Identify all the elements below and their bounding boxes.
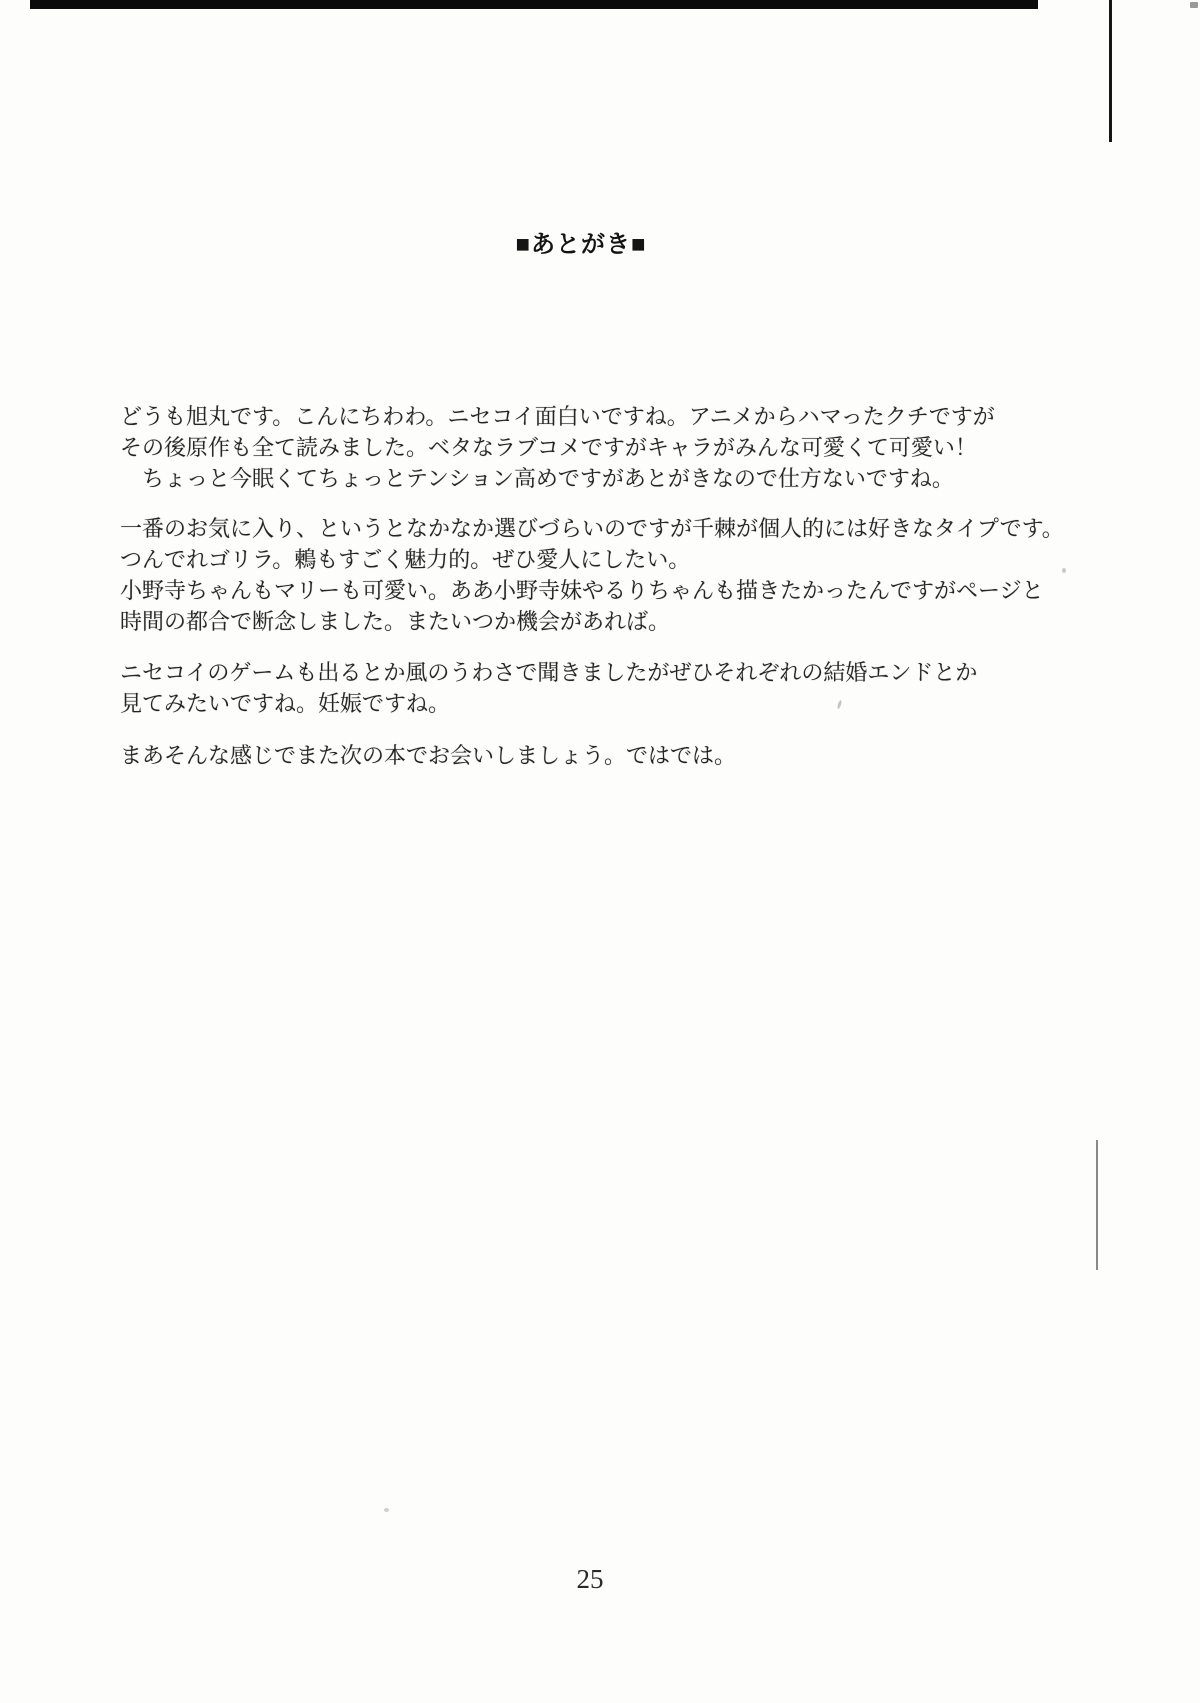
text-line: つんでれゴリラ。鶫もすごく魅力的。ぜひ愛人にしたい。 [120, 547, 691, 572]
text-line: ちょっと今眠くてちょっとテンション高めですがあとがきなので仕方ないですね。 [120, 466, 954, 491]
text-line: その後原作も全て読みました。ベタなラブコメですがキャラがみんな可愛くて可愛い！ [120, 435, 977, 460]
paragraph-favorites [120, 513, 1064, 637]
text-line: 小野寺ちゃんもマリーも可愛い。ああ小野寺妹やるりちゃんも描きたかったんですがページと [120, 578, 1044, 603]
paragraph-game-rumor [120, 657, 977, 719]
scan-artifact-vertical-line-right-margin [1096, 1140, 1098, 1270]
scan-artifact-top-bar [30, 0, 1038, 9]
page-number: 25 [576, 1564, 604, 1594]
afterword-title: ■あとがき■ [515, 232, 647, 258]
text-line: 時間の都合で断念しました。またいつか機会があれば。 [120, 609, 671, 634]
text-line: どうも旭丸です。こんにちわわ。ニセコイ面白いですね。アニメからハマったクチですが [120, 404, 995, 429]
paragraph-greeting [120, 401, 995, 494]
text-line: 見てみたいですね。妊娠ですね。 [120, 691, 451, 716]
paragraph-closing [120, 740, 736, 771]
text-line: ニセコイのゲームも出るとか風のうわさで聞きましたがぜひそれぞれの結婚エンドとか [120, 660, 978, 685]
scan-speck [1190, 2, 1198, 8]
scan-artifact-vertical-line-top-right [1109, 0, 1112, 142]
scan-speck [384, 1508, 389, 1512]
text-line: 一番のお気に入り、というとなかなか選びづらいのですが千棘が個人的には好きなタイプです。 [120, 516, 1064, 541]
text-line: まあそんな感じでまた次の本でお会いしましょう。ではでは。 [120, 743, 737, 768]
